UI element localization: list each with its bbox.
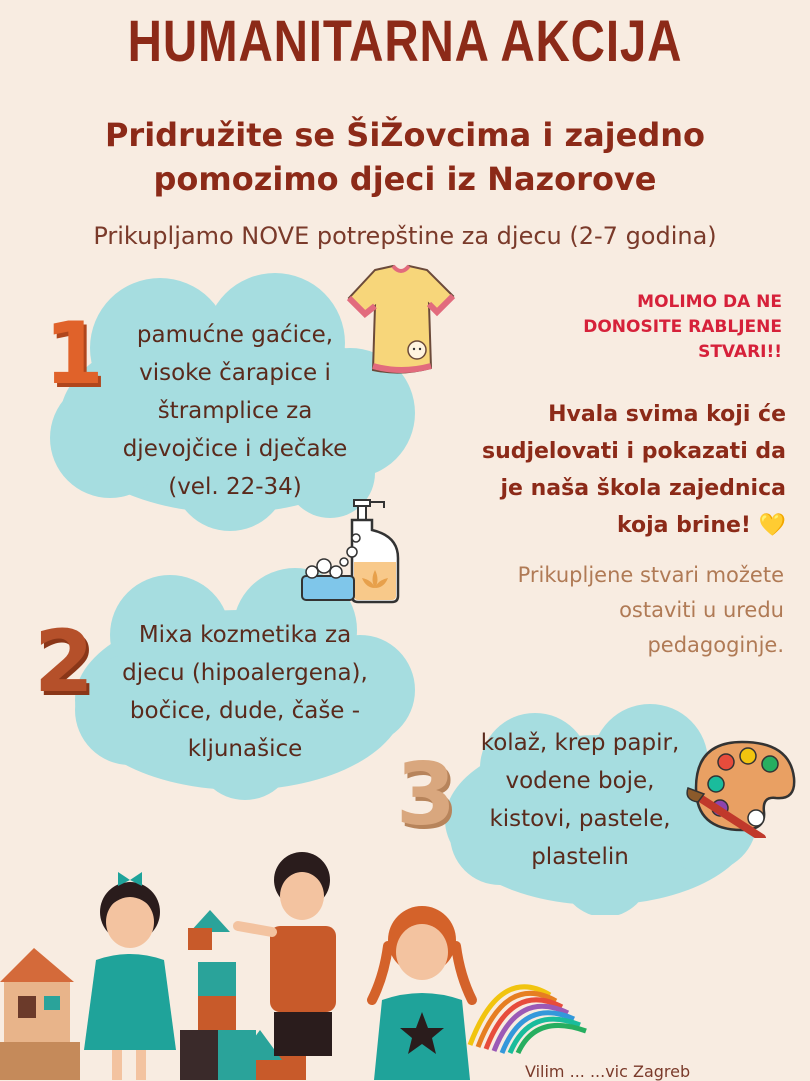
number-2: 2 [34, 612, 94, 712]
item-2-line: bočice, dude, čaše - [129, 698, 361, 724]
item-3-text [455, 724, 705, 876]
thanks-line: sudjelovati i pokazati da [481, 439, 786, 464]
thanks-text [406, 396, 786, 544]
item-3-line: plastelin [531, 844, 629, 870]
drop-off-line: Prikupljene stvari možete [517, 563, 784, 587]
collect-text: Prikupljamo NOVE potrepštine za djecu (2-7 godina) [93, 222, 717, 250]
item-1-line: (vel. 22-34) [168, 474, 302, 500]
item-3-line: vodene boje, [505, 768, 655, 794]
thanks-line: Hvala svima koji će [548, 402, 786, 427]
item-1-line: djevojčice i dječake [122, 436, 348, 462]
number-1: 1 [44, 304, 104, 404]
thanks-line: je naša škola zajednica [500, 476, 786, 501]
item-1-line: pamućne gaćice, [136, 322, 334, 348]
warning-line: MOLIMO DA NE [637, 292, 782, 312]
item-3-line: kolaž, krep papir, [480, 730, 680, 756]
footer-text: Vilim ... ...vic Zagreb [525, 1062, 691, 1081]
item-1-text [95, 316, 375, 506]
paint-palette-icon [686, 738, 798, 838]
item-2-text [95, 616, 395, 768]
tshirt-icon [345, 262, 457, 380]
subtitle-line-1: Pridružite se ŠiŽovcima i zajedno [104, 116, 706, 154]
drop-off-line: ostaviti u uredu [619, 598, 784, 622]
cosmetics-icon [300, 498, 410, 606]
item-2-line: Mixa kozmetika za [138, 622, 352, 648]
subtitle-line-2: pomozimo djeci iz Nazorove [153, 160, 657, 198]
thanks-line: koja brine! 💛 [616, 513, 786, 538]
item-2-line: kljunašice [187, 736, 303, 762]
warning-line: STVARI!! [698, 342, 782, 362]
drop-off-text [404, 558, 784, 663]
warning-line: DONOSITE RABLJENE [583, 317, 782, 337]
item-2-line: djecu (hipoalergena), [122, 660, 368, 686]
subtitle [0, 113, 810, 201]
warning-text [452, 290, 782, 365]
children-illustration [60, 840, 480, 1080]
drop-off-line: pedagoginje. [647, 633, 784, 657]
slinky-icon [460, 965, 600, 1055]
page-title: HUMANITARNA AKCIJA [127, 9, 683, 74]
item-3-line: kistovi, pastele, [489, 806, 671, 832]
number-3: 3 [396, 745, 456, 845]
item-1-line: štramplice za [157, 398, 313, 424]
item-1-line: visoke čarapice i [139, 360, 331, 386]
